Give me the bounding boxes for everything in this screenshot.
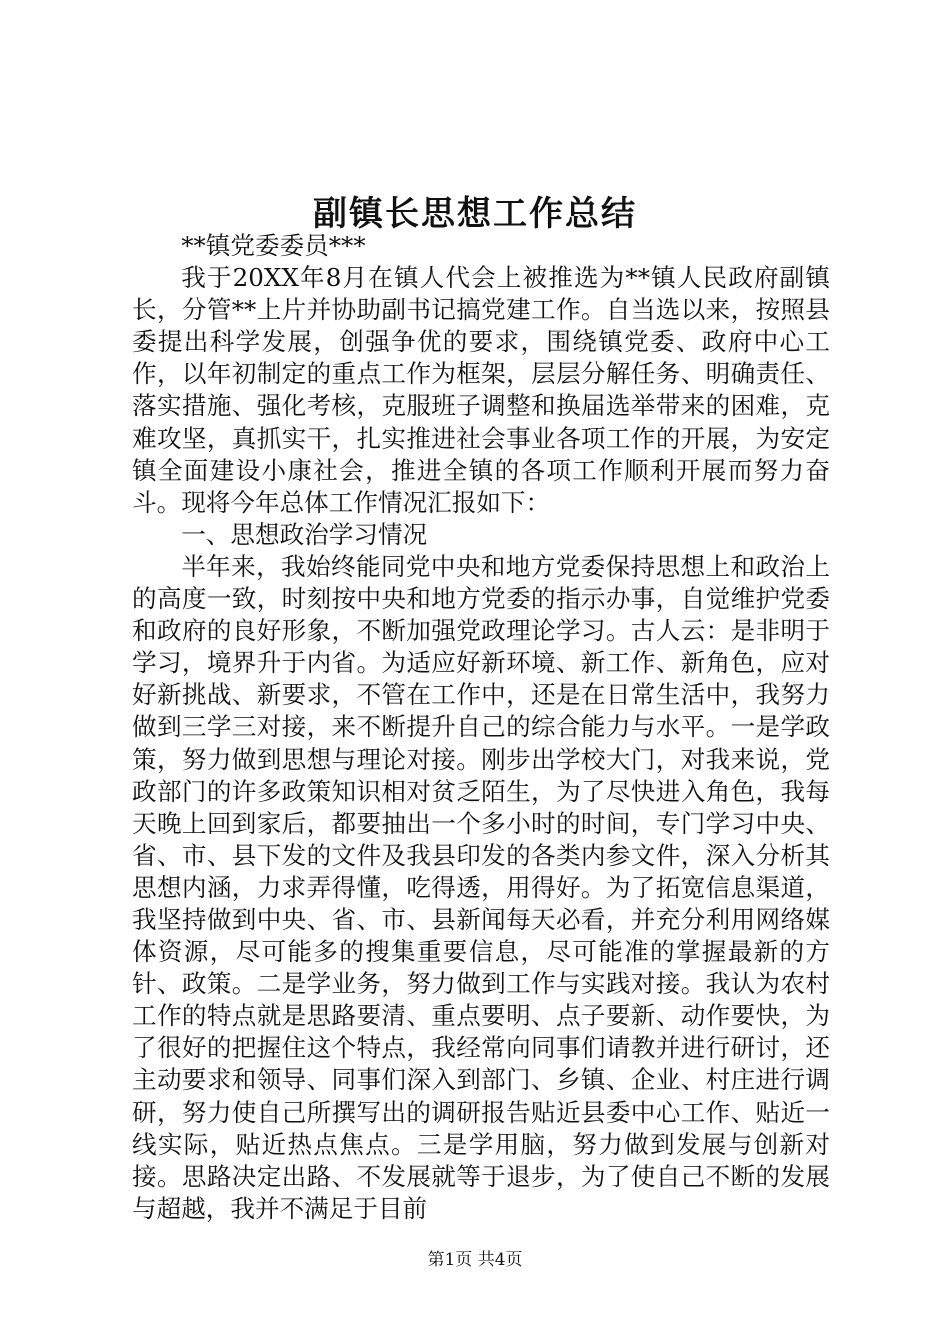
paragraph-intro: 我于20XX年8月在镇人代会上被推选为**镇人民政府副镇长，分管**上片并协助副书记搞党建工作。自当选以来，按照县委提出科学发展，创强争优的要求，围绕镇党委、政府中心工作，以年初制定的重点工作为框架，层层分解任务、明确责任、落实措施、强化考核，克服班子调整和换届选举带来的困难，克难攻坚，真抓实干，扎实推进社会事业各项工作的开展，为安定镇全面建设小康社会，推进全镇的各项工作顺利开展而努力奋斗。现将今年总体工作情况汇报如下： xyxy=(132,263,830,517)
paragraph-study: 半年来，我始终能同党中央和地方党委保持思想上和政治上的高度一致，时刻按中央和地方党委的指示办事，自觉维护党委和政府的良好形象，不断加强党政理论学习。古人云：是非明于学习，境界升于内省。为适应好新环境、新工作、新角色，应对好新挑战、新要求，不管在工作中，还是在日常生活中，我努力做到三学三对接，来不断提升自己的综合能力与水平。一是学政策，努力做到思想与理论对接。刚步出学校大门，对我来说，党政部门的许多政策知识相对贫乏陌生，为了尽快进入角色，我每天晚上回到家后，都要抽出一个多小时的时间，专门学习中央、省、市、县下发的文件及我县印发的各类内参文件，深入分析其思想内涵，力求弄得懂，吃得透，用得好。为了拓宽信息渠道，我坚持做到中央、省、市、县新闻每天必看，并充分利用网络媒体资源，尽可能多的搜集重要信息，尽可能准的掌握最新的方针、政策。二是学业务，努力做到工作与实践对接。我认为农村工作的特点就是思路要清、重点要明、点子要新、动作要快，为了很好的把握住这个特点，我经常向同事们请教并进行研讨，还主动要求和领导、同事们深入到部门、乡镇、企业、村庄进行调研，努力使自己所撰写出的调研报告贴近县委中心工作、贴近一线实际，贴近热点焦点。三是学用脑，努力做到发展与创新对接。思路决定出路、不发展就等于退步，为了使自己不断的发展与超越，我并不满足于目前 xyxy=(132,551,830,1223)
section-heading: 一、思想政治学习情况 xyxy=(181,519,428,549)
author-line: **镇党委委员*** xyxy=(181,231,366,260)
document-body xyxy=(132,230,830,1225)
page-footer: 第1页 共4页 xyxy=(427,1250,523,1270)
page-title: 副镇长思想工作总结 xyxy=(313,194,637,234)
